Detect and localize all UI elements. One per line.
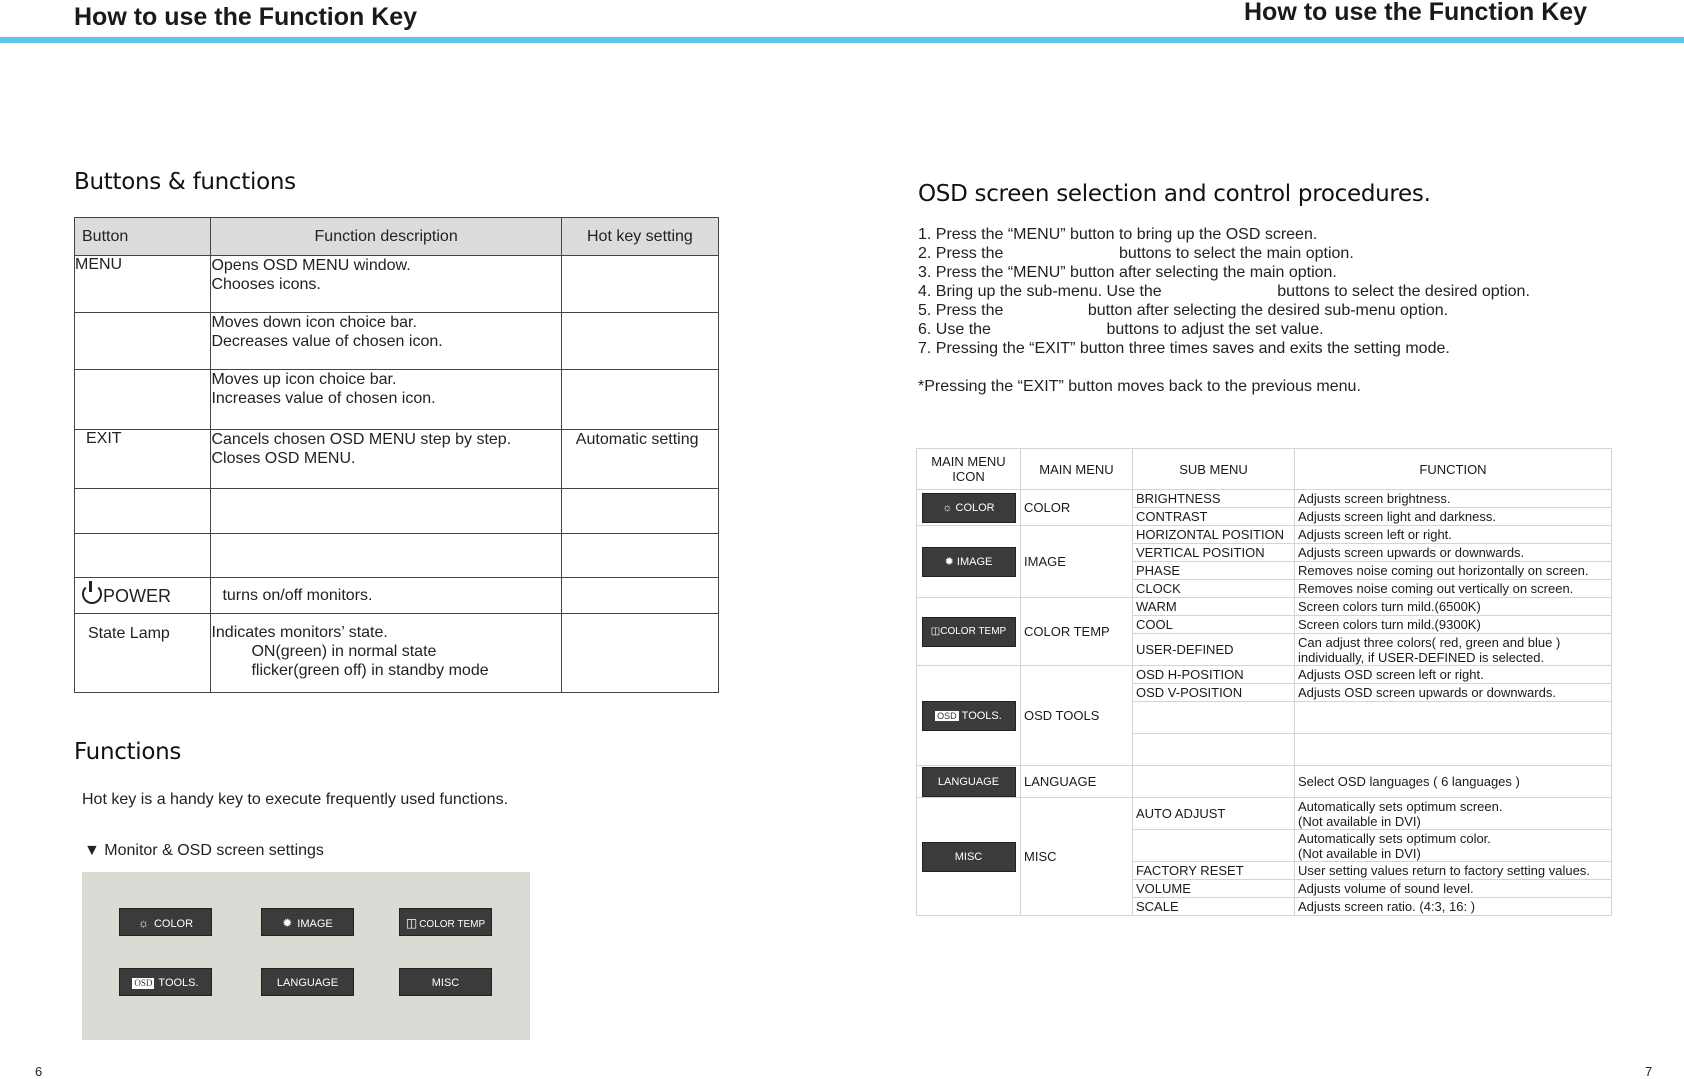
function-cell: Adjusts screen left or right. — [1295, 526, 1612, 544]
main-menu-color-temp: COLOR TEMP — [1021, 598, 1133, 666]
hotkey-cell — [561, 313, 718, 370]
menu-color-temp-button[interactable] — [922, 617, 1016, 647]
function-desc — [211, 430, 561, 489]
function-desc — [211, 614, 561, 693]
osd-button-panel — [82, 872, 530, 1040]
button-down — [75, 313, 211, 370]
menu-icon-label: MISC — [954, 850, 983, 863]
menu-icon-label: LANGUAGE — [937, 775, 1000, 788]
language-label: LANGUAGE — [276, 977, 339, 989]
step-1: 1. Press the “MENU” button to bring up the OSD screen. — [918, 226, 1318, 243]
table-header-row — [75, 218, 719, 256]
function-desc — [211, 534, 561, 578]
table-row — [75, 534, 719, 578]
sub-menu-cell: VOLUME — [1133, 880, 1295, 898]
osd-tools-button[interactable] — [119, 968, 212, 996]
function-cell: Automatically sets optimum color. (Not available in DVI) — [1295, 830, 1612, 862]
hotkey-cell — [561, 534, 718, 578]
left-page-header: How to use the Function Key — [74, 3, 418, 31]
function-cell: Adjusts screen upwards or downwards. — [1295, 544, 1612, 562]
table-row — [917, 766, 1612, 798]
sub-menu-cell: VERTICAL POSITION — [1133, 544, 1295, 562]
button-up — [75, 370, 211, 430]
table-row — [75, 370, 719, 430]
menu-icon-label: COLOR — [955, 501, 995, 514]
col-header-function: Function description — [211, 218, 561, 256]
table-row — [917, 666, 1612, 684]
function-cell — [1295, 734, 1612, 766]
function-cell: Adjusts screen brightness. — [1295, 490, 1612, 508]
desc-line: Chooses icons. — [211, 276, 321, 293]
desc-line: Cancels chosen OSD MENU step by step. — [211, 431, 512, 448]
image-label: IMAGE — [297, 918, 333, 930]
color-label: COLOR — [153, 918, 194, 930]
sun-icon: ☼ — [942, 501, 956, 514]
color-temp-label: COLOR TEMP — [419, 919, 486, 930]
function-cell — [1295, 702, 1612, 734]
sub-menu-cell: OSD V-POSITION — [1133, 684, 1295, 702]
table-row — [917, 798, 1612, 830]
icon-cell — [917, 526, 1021, 598]
misc-label: MISC — [431, 977, 460, 989]
hotkey-cell — [561, 370, 718, 430]
function-desc — [211, 313, 561, 370]
col-main-menu: MAIN MENU — [1021, 449, 1133, 490]
page-number-left: 6 — [35, 1064, 43, 1079]
desc-line: Opens OSD MENU window. — [211, 257, 411, 274]
function-desc — [211, 256, 561, 313]
image-icon: ✹ — [282, 916, 293, 930]
function-cell: Screen colors turn mild.(9300K) — [1295, 616, 1612, 634]
sun-icon: ☼ — [137, 916, 149, 930]
function-cell: User setting values return to factory setting values. — [1295, 862, 1612, 880]
sub-menu-cell: CONTRAST — [1133, 508, 1295, 526]
function-cell: Removes noise coming out horizontally on screen. — [1295, 562, 1612, 580]
function-cell: Automatically sets optimum screen. (Not available in DVI) — [1295, 798, 1612, 830]
function-cell: Removes noise coming out vertically on screen. — [1295, 580, 1612, 598]
menu-image-button[interactable] — [922, 547, 1016, 577]
col-main-menu-icon: MAIN MENU ICON — [917, 449, 1021, 490]
color-temp-icon: ◫ — [930, 625, 941, 637]
button-power — [75, 578, 211, 614]
step-3: 3. Press the “MENU” button after selecting the main option. — [918, 264, 1337, 281]
sub-menu-cell: AUTO ADJUST — [1133, 798, 1295, 830]
button-menu: MENU — [75, 256, 211, 313]
menu-osd-tools-button[interactable] — [922, 701, 1016, 731]
monitor-settings-label: ▼ Monitor & OSD screen settings — [84, 842, 324, 859]
sub-menu-cell — [1133, 734, 1295, 766]
desc-line: Decreases value of chosen icon. — [211, 333, 443, 350]
hotkey-cell — [561, 489, 718, 534]
state-lamp: State Lamp — [75, 614, 211, 693]
misc-button[interactable] — [399, 968, 492, 996]
table-row — [75, 578, 719, 614]
functions-title: Functions — [74, 739, 182, 765]
osd-table-header — [917, 449, 1612, 490]
step-7: 7. Pressing the “EXIT” button three times saves and exits the setting mode. — [918, 340, 1450, 357]
button-cell — [75, 489, 211, 534]
language-button[interactable] — [261, 968, 354, 996]
step-6: 6. Use the buttons to adjust the set value. — [918, 321, 1324, 338]
table-row — [75, 256, 719, 313]
icon-cell — [917, 798, 1021, 916]
icon-cell — [917, 666, 1021, 766]
table-row — [917, 598, 1612, 616]
function-cell: Screen colors turn mild.(6500K) — [1295, 598, 1612, 616]
osd-icon: OSD — [937, 710, 957, 721]
sub-menu-cell: WARM — [1133, 598, 1295, 616]
icon-cell — [917, 766, 1021, 798]
functions-text: Hot key is a handy key to execute frequently used functions. — [82, 791, 509, 808]
main-menu-color: COLOR — [1021, 490, 1133, 526]
osd-icon: OSD — [134, 978, 153, 988]
menu-misc-button[interactable] — [922, 842, 1016, 872]
sub-menu-cell: PHASE — [1133, 562, 1295, 580]
icon-cell — [917, 598, 1021, 666]
desc-line: Moves down icon choice bar. — [211, 314, 417, 331]
hotkey-cell: Automatic setting — [561, 430, 718, 489]
function-desc — [211, 489, 561, 534]
image-button[interactable] — [261, 908, 354, 936]
header-accent-rule — [0, 37, 1684, 43]
sub-menu-cell: SCALE — [1133, 898, 1295, 916]
main-menu-language: LANGUAGE — [1021, 766, 1133, 798]
hotkey-cell — [561, 614, 718, 693]
buttons-functions-table — [74, 217, 719, 693]
button-exit: EXIT — [75, 430, 211, 489]
desc-line: Increases value of chosen icon. — [211, 390, 436, 407]
hotkey-cell — [561, 256, 718, 313]
table-row — [917, 526, 1612, 544]
function-cell: Adjusts OSD screen left or right. — [1295, 666, 1612, 684]
function-cell: Adjusts volume of sound level. — [1295, 880, 1612, 898]
main-menu-osd-tools: OSD TOOLS — [1021, 666, 1133, 766]
step-5: 5. Press the button after selecting the desired sub-menu option. — [918, 302, 1449, 319]
color-button[interactable] — [119, 908, 212, 936]
step-4: 4. Bring up the sub-menu. Use the buttons to select the desired option. — [918, 283, 1530, 300]
menu-language-button[interactable] — [922, 767, 1016, 797]
desc-line: ON(green) in normal state — [251, 643, 437, 660]
sub-menu-cell — [1133, 830, 1295, 862]
osd-menu-table — [916, 448, 1612, 916]
menu-icon-label: TOOLS. — [961, 709, 1002, 722]
table-row — [75, 489, 719, 534]
color-temp-icon: ◫ — [405, 916, 418, 930]
desc-line: Indicates monitors’ state. — [211, 624, 388, 641]
function-cell: Select OSD languages ( 6 languages ) — [1295, 766, 1612, 798]
image-icon: ✹ — [944, 555, 957, 568]
col-header-button: Button — [75, 218, 211, 256]
function-desc — [211, 370, 561, 430]
page-number-right: 7 — [1645, 1064, 1653, 1079]
sub-menu-cell — [1133, 766, 1295, 798]
power-icon — [82, 584, 102, 604]
sub-menu-cell: HORIZONTAL POSITION — [1133, 526, 1295, 544]
table-row — [917, 490, 1612, 508]
sub-menu-cell: BRIGHTNESS — [1133, 490, 1295, 508]
function-cell: Can adjust three colors( red, green and blue ) individually, if USER-DEFINED is selected. — [1295, 634, 1612, 666]
main-menu-misc: MISC — [1021, 798, 1133, 916]
hotkey-cell — [561, 578, 718, 614]
osd-procedure-title: OSD screen selection and control procedures. — [918, 181, 1431, 207]
function-desc: turns on/off monitors. — [211, 578, 561, 614]
button-cell — [75, 534, 211, 578]
function-cell: Adjusts screen ratio. (4:3, 16: ) — [1295, 898, 1612, 916]
right-page-header: How to use the Function Key — [1244, 0, 1588, 26]
desc-line: flicker(green off) in standby mode — [251, 662, 489, 679]
menu-icon-label: IMAGE — [956, 555, 993, 568]
table-row — [75, 614, 719, 693]
step-2: 2. Press the buttons to select the main option. — [918, 245, 1354, 262]
desc-line: Closes OSD MENU. — [211, 450, 356, 467]
menu-icon-label: COLOR TEMP — [940, 625, 1007, 637]
sub-menu-cell: USER-DEFINED — [1133, 634, 1295, 666]
exit-note: *Pressing the “EXIT” button moves back to the previous menu. — [918, 378, 1361, 395]
table-row — [75, 313, 719, 370]
procedure-steps — [918, 225, 1530, 358]
main-menu-image: IMAGE — [1021, 526, 1133, 598]
function-cell: Adjusts screen light and darkness. — [1295, 508, 1612, 526]
col-header-hotkey: Hot key setting — [561, 218, 718, 256]
power-label: POWER — [103, 586, 172, 606]
tools-label: TOOLS. — [158, 977, 199, 989]
function-cell: Adjusts OSD screen upwards or downwards. — [1295, 684, 1612, 702]
col-sub-menu: SUB MENU — [1133, 449, 1295, 490]
sub-menu-cell — [1133, 702, 1295, 734]
sub-menu-cell: FACTORY RESET — [1133, 862, 1295, 880]
table-row — [75, 430, 719, 489]
color-temp-button[interactable] — [399, 908, 492, 936]
sub-menu-cell: COOL — [1133, 616, 1295, 634]
desc-line: Moves up icon choice bar. — [211, 371, 397, 388]
menu-color-button[interactable] — [922, 493, 1016, 523]
icon-cell — [917, 490, 1021, 526]
col-function: FUNCTION — [1295, 449, 1612, 490]
sub-menu-cell: CLOCK — [1133, 580, 1295, 598]
buttons-functions-title: Buttons & functions — [74, 169, 296, 195]
sub-menu-cell: OSD H-POSITION — [1133, 666, 1295, 684]
